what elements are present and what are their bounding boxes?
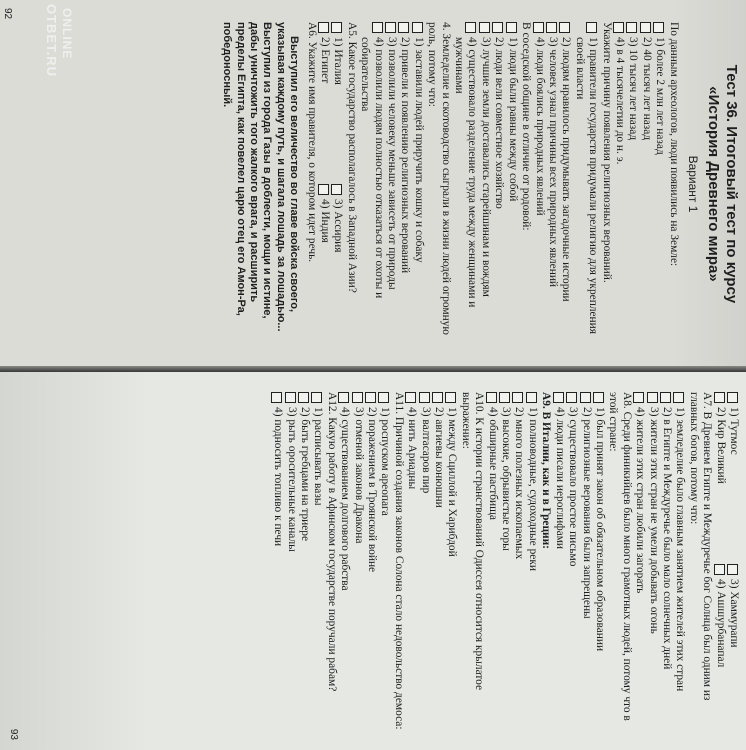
checkbox[interactable] (660, 392, 671, 403)
checkbox[interactable] (553, 392, 564, 403)
checkbox[interactable] (432, 392, 443, 403)
checkbox[interactable] (405, 392, 416, 403)
checkbox[interactable] (626, 22, 637, 33)
question-a11 (338, 392, 405, 736)
option: 4) Индия (319, 199, 332, 243)
variant-label: Вариант 1 (686, 155, 700, 213)
checkbox[interactable] (546, 22, 557, 33)
option: 1) заставили людей приручить кошку и собаку (412, 37, 425, 263)
option: 3) 10 тысяч лет назад (627, 37, 640, 141)
checkbox[interactable] (311, 392, 322, 403)
question-a6-options (713, 392, 740, 736)
checkbox[interactable] (398, 22, 409, 33)
checkbox[interactable] (331, 184, 342, 195)
option: 1) правители государств придумали религию для укрепления своей власти (573, 37, 600, 334)
question-a3-text: В соседской общине в отличие от родовой: (520, 22, 533, 231)
checkbox[interactable] (714, 564, 725, 575)
checkbox[interactable] (492, 22, 503, 33)
option: 2) 40 тысяч лет назад (640, 37, 653, 141)
checkbox[interactable] (285, 392, 296, 403)
option: 2) Кир Великий (714, 407, 727, 484)
option: 2) религиозные верования были запрещены (580, 407, 593, 619)
option: 3) Хаммурапи (728, 579, 740, 648)
option: 4) Ашшурбанапал (714, 579, 727, 668)
checkbox[interactable] (586, 22, 597, 33)
question-a9-text: А9. В Италии, как и в Греции: (540, 392, 553, 549)
question-a7 (633, 392, 713, 736)
watermark-otvet: ОТВЕТ.RU (44, 4, 59, 77)
option: 4) люди писали иероглифами (553, 407, 566, 550)
option: 2) люди вели совместное хозяйство (493, 37, 506, 209)
option: 1) роспуском ареопага (379, 407, 392, 516)
option: 2) поражением в Троянской войне (366, 407, 379, 573)
question-a1-text: По данным археологов, люди появились на Земле: (667, 22, 680, 267)
option: 1) между Сциллой и Харибдой (446, 407, 459, 557)
checkbox[interactable] (385, 22, 396, 33)
option: 3) позволили человеку меньше зависеть от природы (386, 37, 399, 290)
question-a11-text: А11. Причиной создания законов Солона стало недовольство демоса: (392, 392, 405, 730)
question-a4 (358, 22, 452, 346)
option: 4) подносить топливо к печи (272, 407, 285, 547)
checkbox[interactable] (365, 392, 376, 403)
option: 2) много полезных ископаемых (513, 407, 526, 560)
checkbox[interactable] (533, 22, 544, 33)
question-a6-passage: Выступил его величество во главе войска своего, указывая каждому путь, и шагала лошадь за лошадью... Выступил из города Газы в доблести, мощи и истине, дабы уничтожить того жалкого врага, и расширить пределы Египта, как повелел царю отец его Амон-Ра, победоносный. (221, 22, 301, 332)
option: 3) валтасаров пир (419, 407, 432, 494)
option: 4) в 4 тысячелетии до н. э. (613, 37, 626, 165)
checkbox[interactable] (318, 184, 329, 195)
option: 3) отменой законов Дракона (352, 407, 365, 544)
option: 2) авгиевы конюшни (433, 407, 446, 508)
checkbox[interactable] (318, 22, 329, 33)
question-a3 (452, 22, 532, 346)
question-a5 (318, 22, 358, 346)
checkbox[interactable] (271, 392, 282, 403)
option: 4) люди боялись природных явлений (533, 37, 546, 216)
checkbox[interactable] (727, 564, 738, 575)
checkbox[interactable] (566, 392, 577, 403)
option: 3) лучшие земли доставались старейшинам и вождям (479, 37, 492, 297)
checkbox[interactable] (647, 392, 658, 403)
option: 4) позволили людям полностью отказаться от охоты и собирательства (359, 37, 385, 299)
option: 3) существовало простое письмо (567, 407, 580, 567)
option: 1) расписывать вазы (312, 407, 325, 506)
question-a2 (532, 22, 612, 346)
option: 2) быть гребцами на триере (299, 407, 311, 542)
question-a6 (220, 22, 318, 346)
question-a4-text: 4. Земледелие и скотоводство сыграли в жизни людей огромную роль, потому что: (426, 22, 452, 335)
question-a6-text: А6. Укажите имя правителя, о котором идет речь. (305, 22, 318, 263)
checkbox[interactable] (714, 392, 725, 403)
option: 1) Тутмос (728, 407, 740, 455)
checkbox[interactable] (506, 22, 517, 33)
question-a12-text: А12. Какую работу в Афинском государстве поручали рабам? (325, 392, 338, 692)
left-column (6, 0, 740, 360)
checkbox[interactable] (331, 22, 342, 33)
right-column (6, 378, 740, 750)
option: 1) земледелие было главным занятием жителей этих стран (674, 407, 687, 692)
checkbox[interactable] (466, 22, 477, 33)
checkbox[interactable] (378, 392, 389, 403)
watermark-online: ONLINE (60, 8, 74, 60)
option: 2) привели к появлению религиозных верований (399, 37, 412, 274)
checkbox[interactable] (526, 392, 537, 403)
checkbox[interactable] (593, 392, 604, 403)
page-92 (0, 0, 746, 368)
option: 2) Египет (319, 37, 332, 84)
checkbox[interactable] (372, 22, 383, 33)
option: 1) был принят закон об обязательном образовании (593, 407, 606, 652)
page-93 (0, 372, 746, 750)
option: 3) рыть оросительные каналы (285, 407, 298, 552)
question-a10-text: А10. К истории странствований Одиссея относится крылатое выражение: (459, 392, 486, 691)
checkbox[interactable] (513, 392, 524, 403)
option: 4) существованием долгового рабства (339, 407, 352, 591)
option: 3) жители этих стран не умели добывать огонь (647, 407, 660, 634)
checkbox[interactable] (640, 22, 651, 33)
checkbox[interactable] (352, 392, 363, 403)
checkbox[interactable] (479, 22, 490, 33)
question-a7-text: А7. В Древнем Египте и Междуречье бог Солнца был одним из главных богов, потому что: (687, 392, 714, 701)
option: 1) полноводные, судоходные реки (526, 407, 539, 571)
checkbox[interactable] (486, 392, 497, 403)
question-a2-text: Укажите причину появления религиозных верований. (600, 22, 613, 283)
option: 1) люди были равны между собой (506, 37, 519, 202)
test-subtitle: «История Древнего мира» (705, 86, 722, 282)
option: 4) обширные пастбища (486, 407, 499, 520)
question-a1 (613, 22, 680, 346)
checkbox[interactable] (727, 392, 738, 403)
option: 1) более 2 млн лет назад (654, 37, 667, 155)
page-number-right: 93 (8, 728, 19, 740)
checkbox[interactable] (580, 392, 591, 403)
question-a9 (485, 392, 552, 736)
question-a10 (405, 392, 485, 736)
checkbox[interactable] (298, 392, 309, 403)
checkbox[interactable] (633, 392, 644, 403)
option: 2) в Египте и Междуречье было мало солнечных дней (660, 407, 673, 670)
checkbox[interactable] (653, 22, 664, 33)
question-a8-text: А8. Среди финикийцев было много грамотных людей, потому что в этой стране: (607, 392, 633, 721)
test-title: Тест 36. Итоговый тест по курсу (723, 64, 740, 304)
question-a12 (271, 392, 338, 736)
option: 4) жители этих стран любили загорать (634, 407, 647, 594)
checkbox[interactable] (559, 22, 570, 33)
checkbox[interactable] (412, 22, 423, 33)
question-a8 (552, 392, 632, 736)
checkbox[interactable] (499, 392, 510, 403)
option: 4) нить Ариадны (406, 407, 419, 490)
checkbox[interactable] (338, 392, 349, 403)
checkbox[interactable] (613, 22, 624, 33)
option: 1) Италия (332, 37, 345, 85)
checkbox[interactable] (419, 392, 430, 403)
option: 3) человек узнал причины всех природных явлений (546, 37, 559, 288)
option: 2) людям нравилось придумывать загадочные истории (560, 37, 573, 302)
question-a5-text: А5. Какое государство располагалось в Западной Азии? (345, 22, 358, 293)
option: 3) высокие, обрывистые горы (500, 407, 513, 551)
checkbox[interactable] (445, 392, 456, 403)
option: 4) существовало разделение труда между женщинами и мужчинами (453, 37, 479, 308)
checkbox[interactable] (673, 392, 684, 403)
page-number-left: 92 (2, 8, 13, 20)
option: 3) Ассирия (332, 199, 345, 253)
